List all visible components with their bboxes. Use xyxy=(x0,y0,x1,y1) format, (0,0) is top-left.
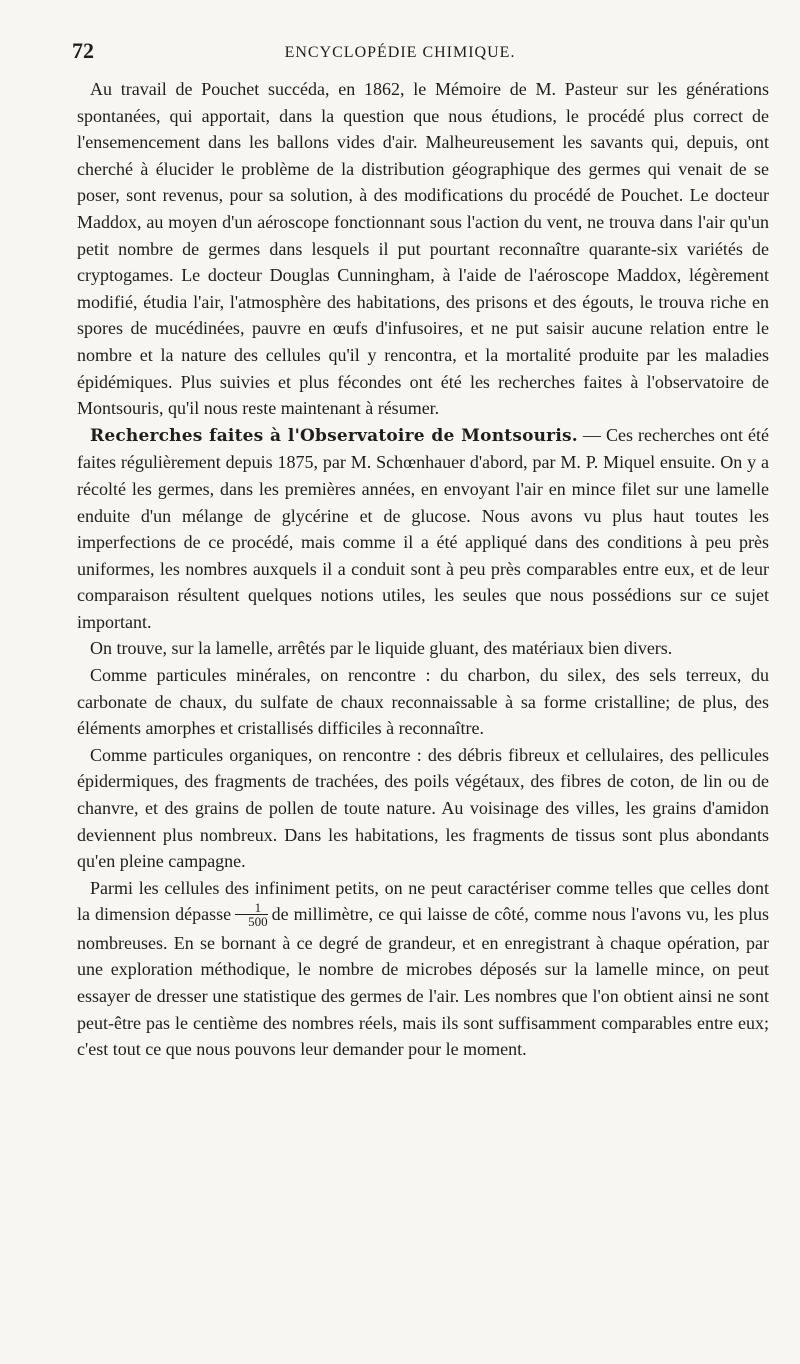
paragraph-3: On trouve, sur la lamelle, arrêtés par le liquide gluant, des matériaux bien divers. xyxy=(90,638,673,659)
running-title: ENCYCLOPÉDIE CHIMIQUE. xyxy=(284,44,516,61)
paragraph-2-text: — Ces recherches ont été faites régulièrement depuis 1875, par M. Schœnhauer d'abord, par M. P. Miquel ensuite. On y a récolté les germes, dans les premières années, en envoyant l'air en mince filet sur une lamelle enduite d'un mélange de glycérine et de glucose. Nous avons vu plus haut toutes les imperfections de ce procédé, mais comme il a été appliqué dans des conditions à peu près uniformes, les nombres auxquels il a conduit sont à peu près comparables entre eux, et de leur comparaison résultent quelques notions utiles, les seules que nous possédions sur ce sujet important. xyxy=(77,424,769,632)
page-header xyxy=(0,38,800,68)
fraction-denominator: 500 xyxy=(248,913,268,929)
fraction-numerator: 1 xyxy=(235,901,268,915)
paragraph-2 xyxy=(77,422,769,636)
fraction xyxy=(235,901,268,928)
body-text xyxy=(77,76,769,1063)
page-number: 72 xyxy=(72,38,94,63)
paragraph-6-before: Parmi les cellules des infiniment petits, on ne peut caractériser comme telles que celles dont la dimension dépasse xyxy=(77,877,769,925)
paragraph-1: Au travail de Pouchet succéda, en 1862, le Mémoire de M. Pasteur sur les générations spontanées, qui apportait, dans la question que nous étudions, le procédé plus correct de l'ensemencement dans les ballons vides d'air. Malheureusement les savants qui, depuis, ont cherché à élucider le problème de la distribution géographique des germes qui venait de se poser, sont revenus, pour sa solution, à des modifications du procédé de Pouchet. Le docteur Maddox, au moyen d'un aéroscope fonctionnant sous l'action du vent, ne trouva dans l'air qu'un petit nombre de germes dans lesquels il put pourtant reconnaître quarante-six variétés de cryptogames. Le docteur Douglas Cunningham, à l'aide de l'aéroscope Maddox, légèrement modifié, étudia l'air, l'atmosphère des habitations, des prisons et des égouts, le trouva riche en spores de mucédinées, pauvre en œufs d'infusoires, et ne put saisir aucune relation entre le nombre et la nature des cellules qu'il y rencontra, et la mortalité produite par les maladies épidémiques. Plus suivies et plus fécondes ont été les recherches faites à l'observatoire de Montsouris, qu'il nous reste maintenant à résumer. xyxy=(77,79,769,419)
paragraph-6-after: de millimètre, ce qui laisse de côté, comme nous l'avons vu, les plus nombreuses. En se bornant à ce degré de grandeur, et en enregistrant à chaque opération, par une exploration méthodique, le nombre de microbes déposés sur la lamelle mince, on peut essayer de dresser une statistique des germes de l'air. Les nombres que l'on obtient ainsi ne sont peut-être pas le centième des nombres réels, mais ils sont suffisamment comparables entre eux; c'est tout ce que nous pouvons leur demander pour le moment. xyxy=(77,904,769,1060)
paragraph-6 xyxy=(77,875,769,1063)
section-heading: Recherches faites à l'Observatoire de Montsouris. xyxy=(90,425,578,446)
paragraph-5: Comme particules organiques, on rencontre : des débris fibreux et cellulaires, des pellicules épidermiques, des fragments de trachées, des poils végétaux, des fibres de coton, de lin ou de chanvre, et des grains de pollen de toute nature. Au voisinage des villes, les grains d'amidon deviennent plus nombreux. Dans les habitations, les fragments de tissus sont plus abondants qu'en pleine campagne. xyxy=(77,744,769,872)
paragraph-4: Comme particules minérales, on rencontre : du charbon, du silex, des sels terreux, du carbonate de chaux, du sulfate de chaux reconnaissable à sa forme cristalline; de plus, des éléments amorphes et cristallisés difficiles à reconnaître. xyxy=(77,665,769,739)
